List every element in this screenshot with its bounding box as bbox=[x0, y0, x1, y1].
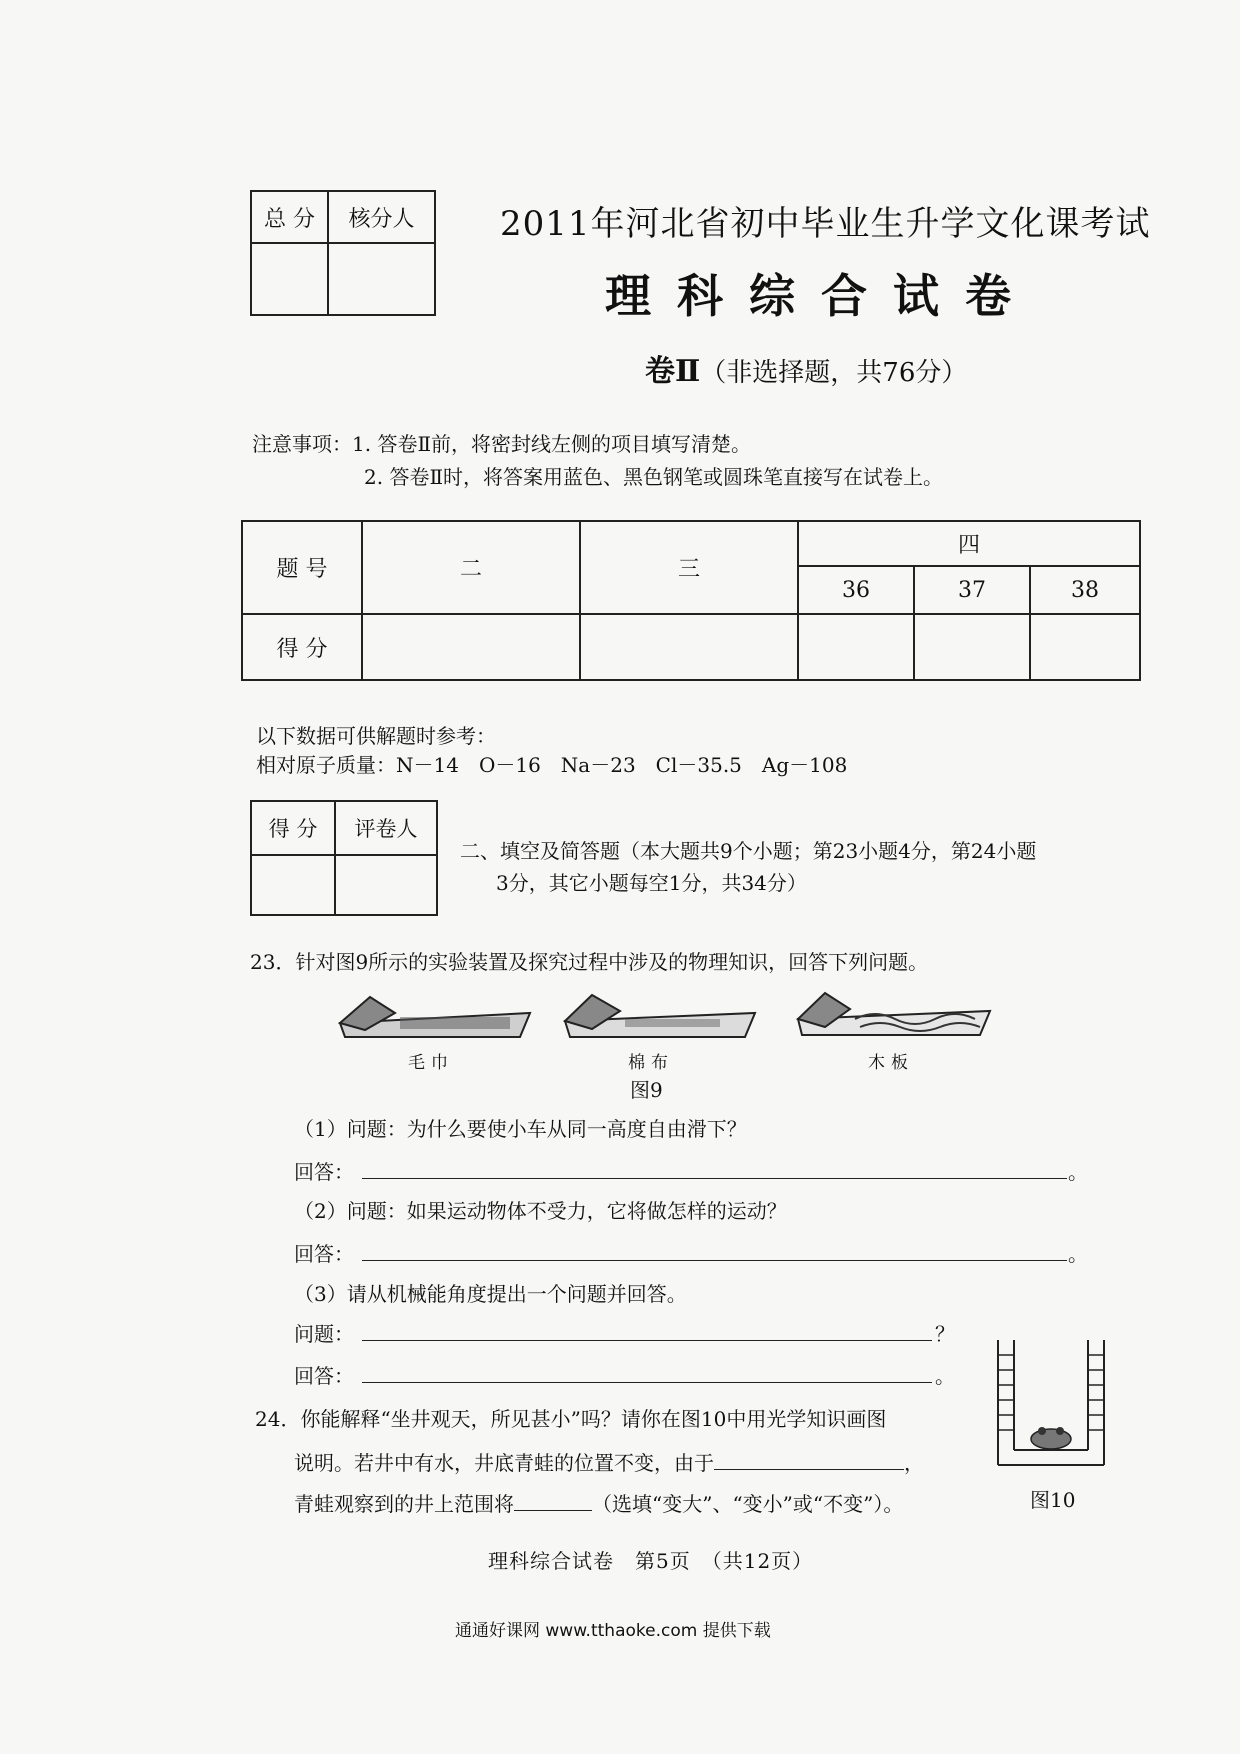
q23-answer-1-line[interactable] bbox=[362, 1178, 1067, 1179]
figure-10-caption: 图10 bbox=[1030, 1488, 1076, 1512]
figure-9-caption: 图9 bbox=[630, 1078, 663, 1102]
total-score-header: 总 分 bbox=[251, 191, 328, 243]
q23-answer-3-period: 。 bbox=[935, 1364, 955, 1388]
col-q38: 38 bbox=[1030, 566, 1140, 614]
score-checker-header: 核分人 bbox=[328, 191, 435, 243]
q24-blank-range[interactable] bbox=[514, 1490, 592, 1511]
paper-part-note: （非选择题，共76分） bbox=[700, 358, 968, 388]
q23-question-3-label: 问题： bbox=[294, 1322, 354, 1346]
q23-question-3-mark: ？ bbox=[935, 1322, 955, 1346]
atomic-masses: 相对原子质量：N－14 O－16 Na－23 Cl－35.5 Ag－108 bbox=[256, 753, 848, 777]
paper-title: 理科综合试卷 bbox=[605, 269, 1037, 323]
total-score-box bbox=[250, 190, 436, 316]
figure-9-ramps bbox=[330, 985, 1010, 1055]
q24-line-2 bbox=[294, 1447, 924, 1476]
score-cell-two[interactable] bbox=[362, 614, 580, 680]
fig9-label-board: 木板 bbox=[868, 1053, 914, 1073]
q23-answer-3-label: 回答： bbox=[294, 1364, 354, 1388]
q23-answer-1-label: 回答： bbox=[294, 1160, 354, 1184]
question-number-label: 题 号 bbox=[242, 521, 362, 614]
paper-part-label: 卷Ⅱ bbox=[645, 354, 701, 389]
exam-title: 2011年河北省初中毕业生升学文化课考试 bbox=[500, 204, 1151, 244]
notice-line-2: 2. 答卷Ⅱ时，将答案用蓝色、黑色钢笔或圆珠笔直接写在试卷上。 bbox=[364, 465, 944, 489]
question-score-table bbox=[241, 520, 1141, 681]
grader-score-header: 得 分 bbox=[251, 801, 335, 855]
q23-answer-2-label: 回答： bbox=[294, 1242, 354, 1266]
col-section-four: 四 bbox=[798, 521, 1140, 566]
q24-line-2-end: ， bbox=[904, 1451, 924, 1475]
reference-heading: 以下数据可供解题时参考： bbox=[256, 724, 496, 748]
q24-blank-reason[interactable] bbox=[714, 1449, 904, 1470]
col-section-two: 二 bbox=[362, 521, 580, 614]
grader-score-cell[interactable] bbox=[251, 855, 335, 915]
q23-answer-2-period: 。 bbox=[1068, 1242, 1088, 1266]
notice-line-1: 注意事项：1. 答卷Ⅱ前，将密封线左侧的项目填写清楚。 bbox=[252, 432, 752, 456]
q23-sub-2: （2）问题：如果运动物体不受力，它将做怎样的运动？ bbox=[294, 1199, 787, 1223]
q23-answer-2-line[interactable] bbox=[362, 1260, 1067, 1261]
grader-name-header: 评卷人 bbox=[335, 801, 437, 855]
score-checker-cell[interactable] bbox=[328, 243, 435, 315]
section-heading bbox=[460, 835, 1140, 899]
total-score-cell[interactable] bbox=[251, 243, 328, 315]
ramp-cotton bbox=[565, 995, 755, 1037]
q23-answer-3-line[interactable] bbox=[362, 1382, 932, 1383]
score-row-label: 得 分 bbox=[242, 614, 362, 680]
q23-answer-1-period: 。 bbox=[1068, 1160, 1088, 1184]
grader-name-cell[interactable] bbox=[335, 855, 437, 915]
q23-question-3-line[interactable] bbox=[362, 1340, 932, 1341]
grader-box bbox=[250, 800, 438, 916]
q24-line-3 bbox=[294, 1488, 903, 1517]
score-cell-38[interactable] bbox=[1030, 614, 1140, 680]
ramp-towel bbox=[340, 997, 530, 1037]
figure-10-well bbox=[990, 1335, 1112, 1480]
page-footer: 理科综合试卷 第5页 （共12页） bbox=[488, 1549, 814, 1573]
fig9-label-cotton: 棉布 bbox=[628, 1053, 674, 1073]
download-note: 通通好课网 www.tthaoke.com 提供下载 bbox=[455, 1621, 771, 1641]
fig9-label-towel: 毛巾 bbox=[408, 1053, 454, 1073]
frog-shape bbox=[1031, 1427, 1071, 1449]
question-23-stem: 23．针对图9所示的实验装置及探究过程中涉及的物理知识，回答下列问题。 bbox=[250, 950, 929, 974]
q24-line-3-end: （选填“变大”、“变小”或“不变”）。 bbox=[592, 1492, 904, 1516]
q24-line-2-text: 说明。若井中有水，井底青蛙的位置不变，由于 bbox=[294, 1451, 714, 1475]
section-heading-line-2: 3分，其它小题每空1分，共34分） bbox=[496, 871, 807, 895]
q24-line-3-text: 青蛙观察到的井上范围将 bbox=[294, 1492, 514, 1516]
ramp-board bbox=[798, 993, 990, 1035]
col-q37: 37 bbox=[914, 566, 1030, 614]
score-cell-36[interactable] bbox=[798, 614, 914, 680]
q24-line-1: 24．你能解释“坐井观天，所见甚小”吗？请你在图10中用光学知识画图 bbox=[255, 1407, 887, 1431]
col-q36: 36 bbox=[798, 566, 914, 614]
score-cell-three[interactable] bbox=[580, 614, 798, 680]
section-heading-line-1: 二、填空及简答题（本大题共9个小题；第23小题4分，第24小题 bbox=[460, 839, 1037, 863]
q23-sub-1: （1）问题：为什么要使小车从同一高度自由滑下？ bbox=[294, 1117, 747, 1141]
q23-sub-3: （3）请从机械能角度提出一个问题并回答。 bbox=[294, 1282, 687, 1306]
col-section-three: 三 bbox=[580, 521, 798, 614]
paper-part bbox=[645, 346, 967, 390]
score-cell-37[interactable] bbox=[914, 614, 1030, 680]
